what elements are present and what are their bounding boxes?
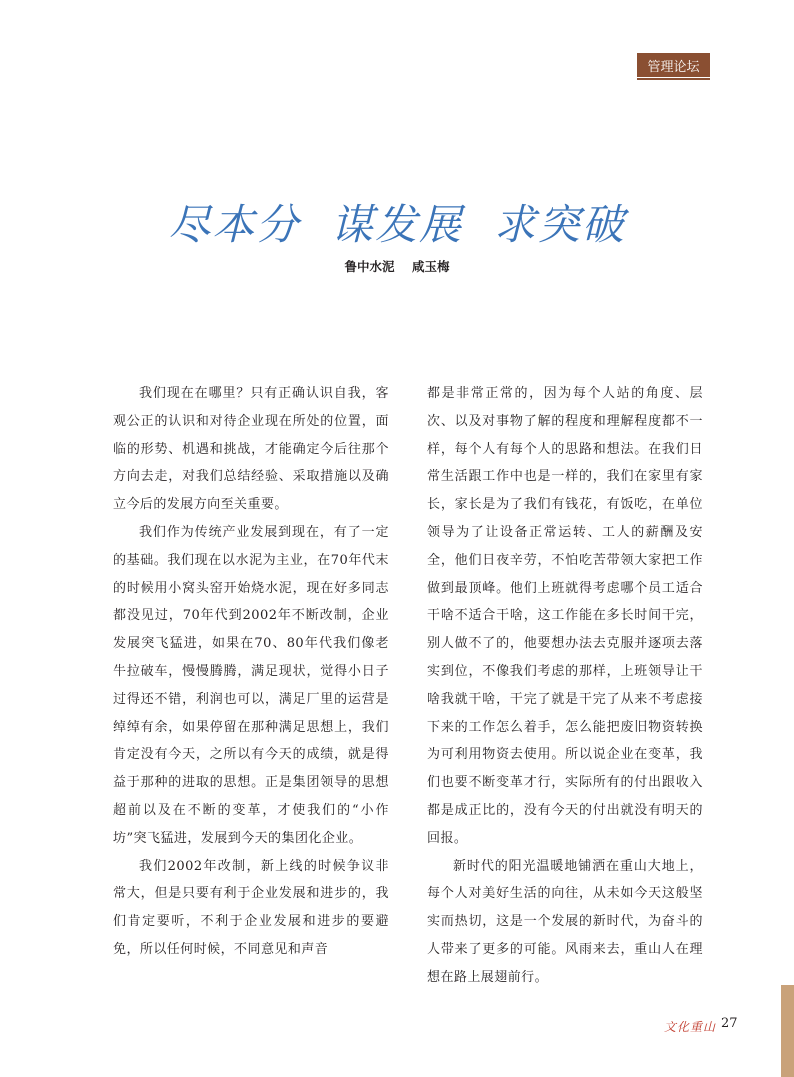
paragraph: 我们作为传统产业发展到现在，有了一定的基础。我们现在以水泥为主业，在70年代末的时候用小窝头窑开始烧水泥，现在好多同志都没见过，70年代到2002年不断改制，企业发展突飞猛进，如果在70、80年代我们像老牛拉破车，慢慢腾腾，满足现状，觉得小日子过得还不错，利润也可以，满足厂里的运营是绰绰有余，如果停留在那种满足思想上，我们肯定没有今天，之所以有今天的成绩，就是得益于那种的进取的思想。正是集团领导的思想超前以及在不断的变革，才使我们的“小作坊”突飞猛进，发展到今天的集团化企业。	[113, 524, 389, 846]
magazine-logo: 文化重山	[664, 1020, 717, 1034]
left-column	[113, 380, 389, 964]
article-byline: 鲁中水泥 咸玉梅	[344, 259, 450, 274]
paragraph: 我们现在在哪里？只有正确认识自我，客观公正的认识和对待企业现在所处的位置，面临的形势、机遇和挑战，才能确定今后往那个方向去走，对我们总结经验、采取措施以及确立今后的发展方向至关重要。	[113, 386, 389, 513]
right-column	[427, 380, 703, 992]
article-title: 尽本分 谋发展 求突破	[168, 200, 626, 249]
page-edge-strip	[781, 985, 794, 1077]
section-label: 管理论坛	[637, 53, 710, 77]
section-underline	[637, 78, 710, 80]
page-number: 27	[721, 1016, 738, 1031]
paragraph: 都是非常正常的，因为每个人站的角度、层次、以及对事物了解的程度和理解程度都不一样，每个人有每个人的思路和想法。在我们日常生活跟工作中也是一样的，我们在家里有家长，家长是为了我们有钱花，有饭吃，在单位领导为了让设备正常运转、工人的薪酬及安全，他们日夜辛劳，不怕吃苦带领大家把工作做到最顶峰。他们上班就得考虑哪个员工适合干啥不适合干啥，这工作能在多长时间干完，别人做不了的，他要想办法去克服并逐项去落实到位，不像我们考虑的那样，上班领导让干啥我就干啥，干完了就是干完了从来不考虑接下来的工作怎么着手，怎么能把废旧物资转换为可利用物资去使用。所以说企业在变革，我们也要不断变革才行，实际所有的付出跟收入都是成正比的，没有今天的付出就没有明天的回报。	[427, 386, 703, 846]
paragraph: 我们2002年改制，新上线的时候争议非常大，但是只要有利于企业发展和进步的，我们肯定要听，不利于企业发展和进步的要避免，所以任何时候，不同意见和声音	[113, 858, 389, 957]
paragraph: 新时代的阳光温暖地铺洒在重山大地上，每个人对美好生活的向往，从未如今天这般坚实而热切，这是一个发展的新时代，为奋斗的人带来了更多的可能。风雨来去，重山人在理想在路上展翅前行。	[427, 858, 703, 985]
